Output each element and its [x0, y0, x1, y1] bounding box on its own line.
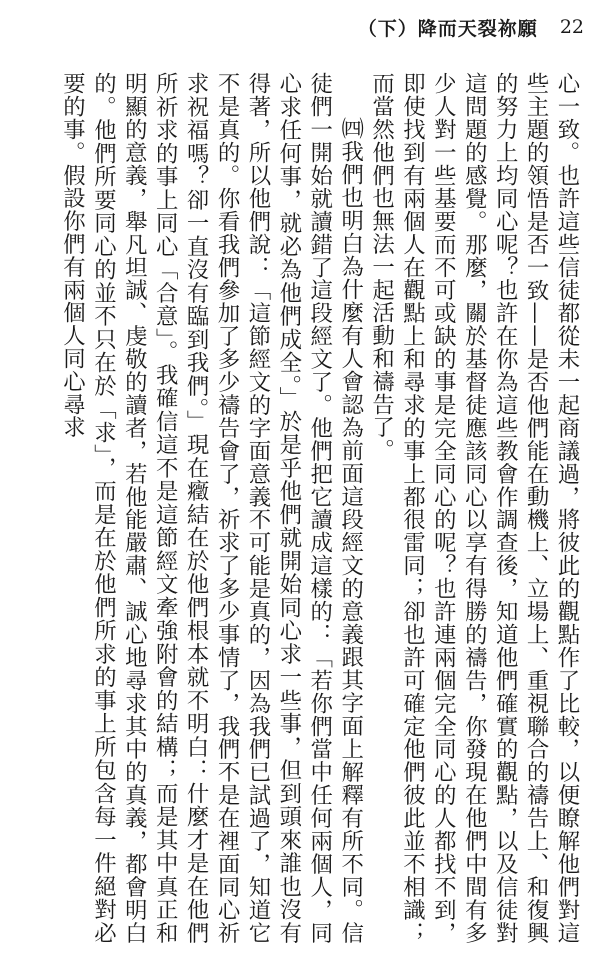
- running-title: （下）降而天裂祢願: [357, 17, 538, 40]
- page-number: 22: [559, 16, 584, 38]
- page-header: [358, 14, 584, 40]
- vertical-body-text: [12, 72, 582, 944]
- paragraph-point-four: ㈣我們也明白為什麼有人會認為前面這段經文的意義跟其字面上解釋有所不同。信徒們一開始就讀錯了這段經文了。他們把它讀成這樣的：「若你們當中任何兩個人，同心求任何事，就必為他們成全。」於是乎他們就開始同心求一些事，但到頭來誰也沒有得著，所以他們說：「這節經文的字面意義不可能是真的，因為我們已試過了，知道它不是真的。你看我們參加了多少禱告會了，祈求了多少事情了，我們不是在裡面同心祈求祝福嗎？卻一直沒有臨到我們。」現在癥結在於他們根本就不明白：什麼才是在他們所祈求的事上同心「合意」。我確信這不是這節經文牽強附會的結構；而是其中真正和明顯的意義，舉凡坦誠、虔敬的讀者，若他能嚴肅、誠心地尋求其中的真義，都會明白的。他們所要同心的並不只在於「求」，而是在於他們所求的事上所包含每一件絕對必要的事。假設你們有兩個人同心尋求: [59, 72, 364, 944]
- paragraph-continued: 心一致。也許這些信徒都從未一起商議過，將彼此的觀點作了比較，以便瞭解他們對這些主題的領悟是否一致——是否他們能在動機上、立場上、重視聯合的禱告上、和復興的努力上均同心呢？也許在你為這些教會作調查後，知道他們確實的觀點，以及信徒對這問題的感覺。那麼，關於基督徒應該同心以享有得勝的禱告，你發現在他們中間有多少人對一些基要而不可或缺的事是完全同心的呢？也許連兩個完全同心的人都找不到，即使找到有兩個人在觀點上和尋求的事上都很雷同；卻也許可確定他們彼此並不相識；而當然他們也無法一起活動和禱告了。: [368, 72, 580, 944]
